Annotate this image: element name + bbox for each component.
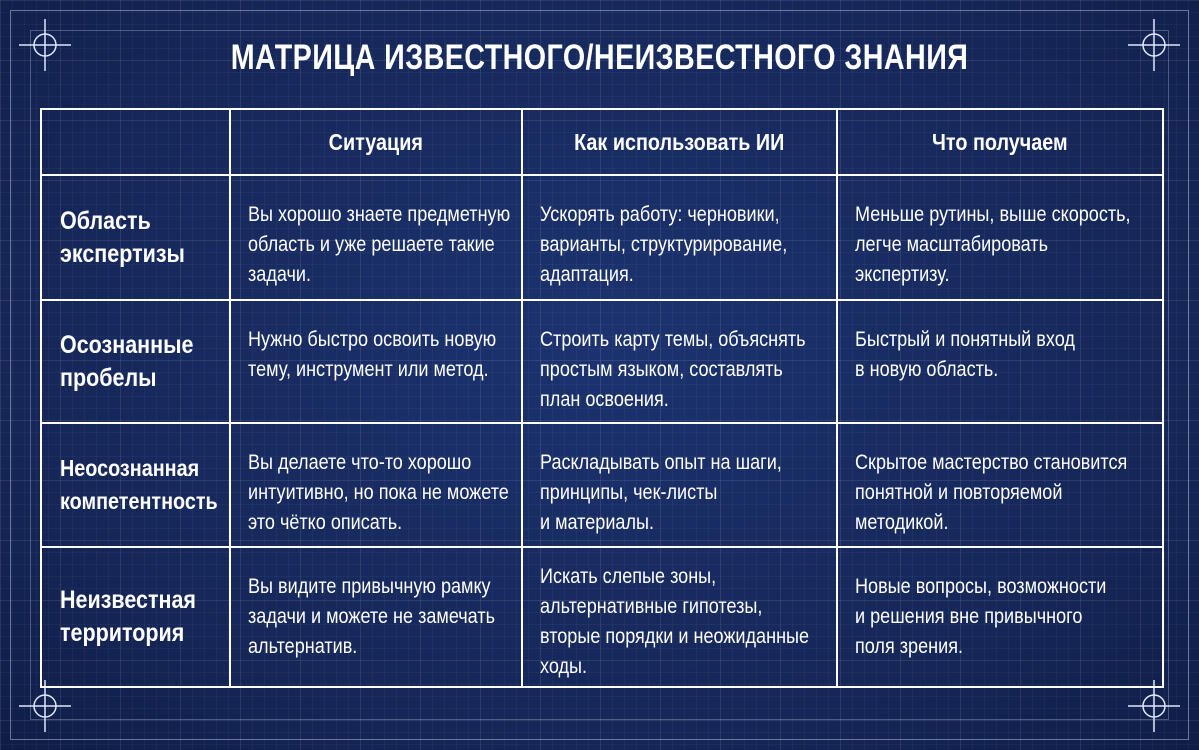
- knowledge-matrix-table: [40, 108, 1164, 688]
- cell-ai-usage: Искать слепые зоны, альтернативные гипотезы, вторые порядки и неожиданные ходы.: [522, 547, 837, 687]
- crosshair-icon: [1126, 17, 1182, 73]
- crosshair-icon: [17, 17, 73, 73]
- page-title: МАТРИЦА ИЗВЕСТНОГО/НЕИЗВЕСТНОГО ЗНАНИЯ: [230, 38, 969, 77]
- header-situation: Ситуация: [230, 109, 522, 175]
- cell-result: Новые вопросы, возможности и решения вне привычного поля зрения.: [837, 547, 1163, 687]
- cell-situation: Вы видите привычную рамку задачи и можете не замечать альтернатив.: [230, 547, 522, 687]
- cell-ai-usage: Ускорять работу: черновики, варианты, структурирование, адаптация.: [522, 175, 837, 300]
- cell-result: Скрытое мастерство становится понятной и повторяемой методикой.: [837, 423, 1163, 547]
- row-label-unknown-territory: Неизвестная территория: [41, 547, 230, 687]
- cell-situation: Нужно быстро освоить новую тему, инструмент или метод.: [230, 300, 522, 423]
- table-row: [41, 547, 1163, 687]
- cell-ai-usage: Раскладывать опыт на шаги, принципы, чек-листы и материалы.: [522, 423, 837, 547]
- table-row: [41, 423, 1163, 547]
- cell-situation: Вы хорошо знаете предметную область и уже решаете такие задачи.: [230, 175, 522, 300]
- table-header-row: [41, 109, 1163, 175]
- header-result: Что получаем: [837, 109, 1163, 175]
- cell-ai-usage: Строить карту темы, объяснять простым языком, составлять план освоения.: [522, 300, 837, 423]
- table-row: [41, 175, 1163, 300]
- header-ai-usage: Как использовать ИИ: [522, 109, 837, 175]
- cell-result: Быстрый и понятный вход в новую область.: [837, 300, 1163, 423]
- row-label-conscious-gaps: Осознанные пробелы: [41, 300, 230, 423]
- table-row: [41, 300, 1163, 423]
- row-label-unconscious-competence: Неосознанная компетентность: [41, 423, 230, 547]
- cell-result: Меньше рутины, выше скорость, легче масштабировать экспертизу.: [837, 175, 1163, 300]
- header-corner: [41, 109, 230, 175]
- cell-situation: Вы делаете что-то хорошо интуитивно, но пока не можете это чётко описать.: [230, 423, 522, 547]
- row-label-expertise: Область экспертизы: [41, 175, 230, 300]
